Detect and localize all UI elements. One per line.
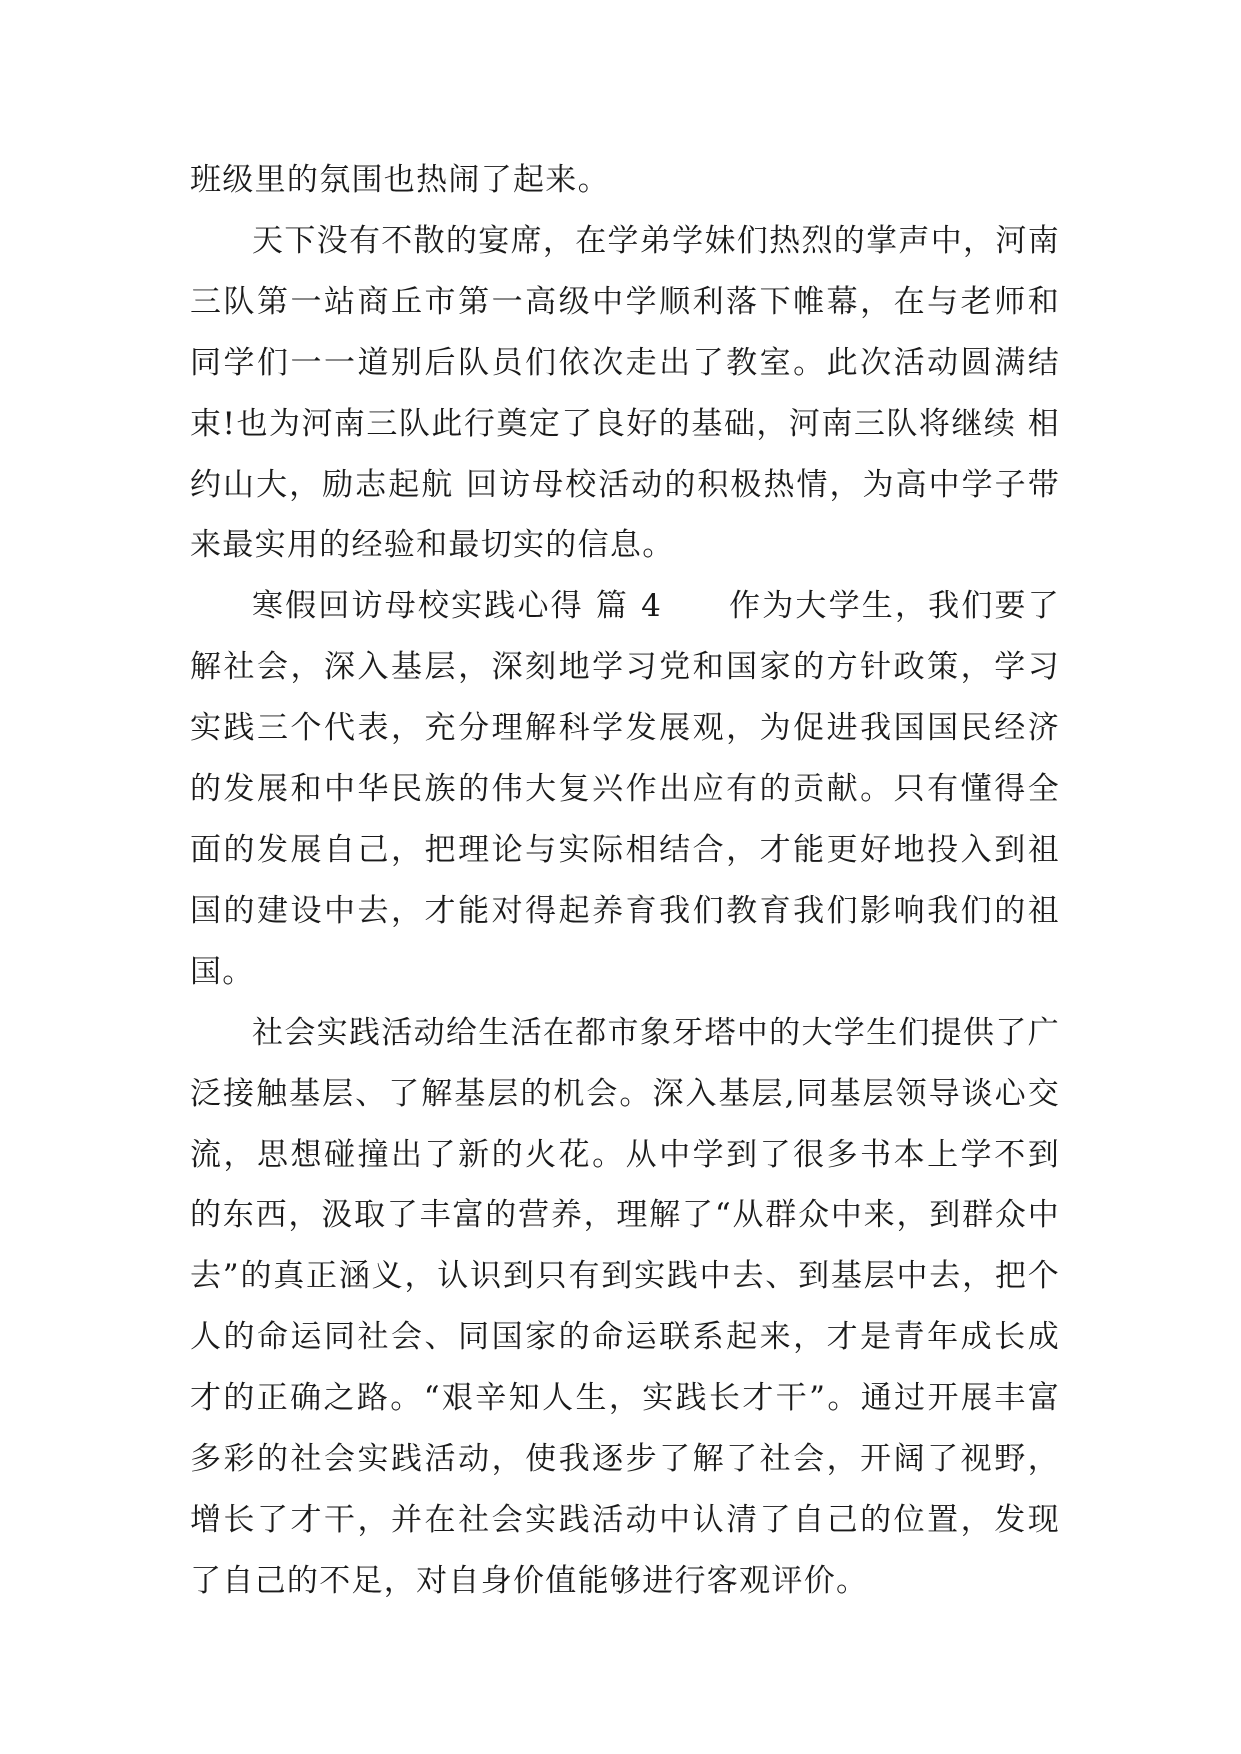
section-4-body: 作为大学生，我们要了解社会，深入基层，深刻地学习党和国家的方针政策，学习实践三个代表，充分理解科学发展观，为促进我国国民经济的发展和中华民族的伟大复兴作出应有的贡献。只有懂得全面的发展自己，把理论与实际相结合，才能更好地投入到祖国的建设中去，才能对得起养育我们教育我们影响我们的祖国。 (190, 588, 1060, 990)
section-heading: 寒假回访母校实践心得 篇 4 (252, 588, 663, 625)
document-body (190, 150, 1060, 1612)
paragraph-continuation: 班级里的氛围也热闹了起来。 (190, 162, 610, 198)
paragraph-section-4 (190, 576, 1060, 1002)
paragraph-farewell: 天下没有不散的宴席，在学弟学妹们热烈的掌声中，河南三队第一站商丘市第一高级中学顺利落下帷幕，在与老师和同学们一一道别后队员们依次走出了教室。此次活动圆满结束!也为河南三队此行奠定了良好的基础，河南三队将继续 相约山大，励志起航 回访母校活动的积极热情，为高中学子带来最实用的经验和最切实的信息。 (190, 222, 1060, 564)
paragraph-practice: 社会实践活动给生活在都市象牙塔中的大学生们提供了广泛接触基层、了解基层的机会。深入基层,同基层领导谈心交流，思想碰撞出了新的火花。从中学到了很多书本上学不到的东西，汲取了丰富的营养，理解了“从群众中来，到群众中去”的真正涵义，认识到只有到实践中去、到基层中去，把个人的命运同社会、同国家的命运联系起来，才是青年成长成才的正确之路。“艰辛知人生，实践长才干”。通过开展丰富多彩的社会实践活动，使我逐步了解了社会，开阔了视野，增长了才干，并在社会实践活动中认清了自己的位置，发现了自己的不足，对自身价值能够进行客观评价。 (190, 1014, 1060, 1599)
